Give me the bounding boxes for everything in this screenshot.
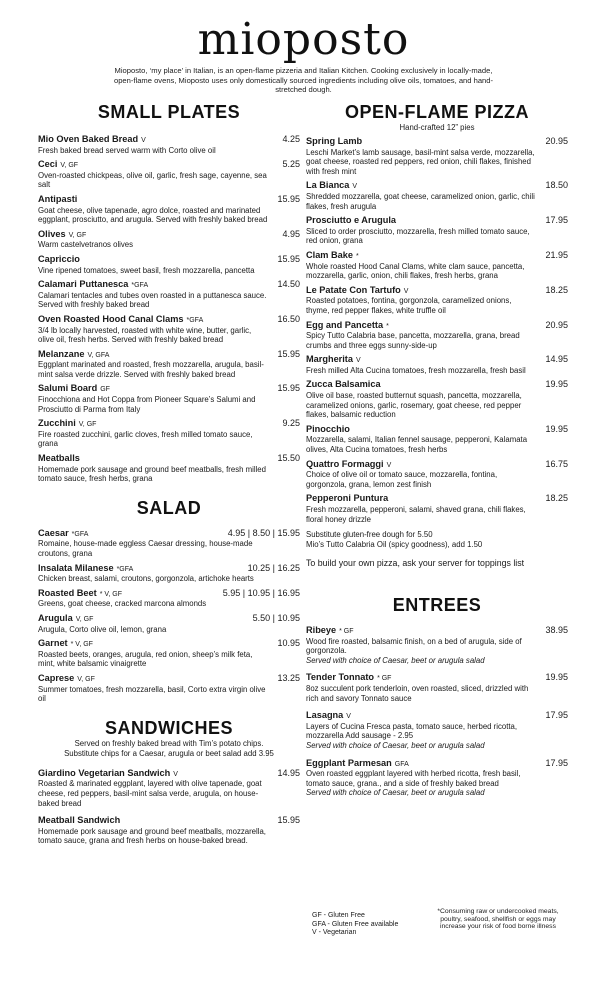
menu-item-serving-note: Served with choice of Caesar, beet or arugula salad bbox=[306, 788, 485, 798]
menu-item bbox=[306, 494, 568, 524]
brand-logo: mioposto bbox=[197, 14, 410, 65]
menu-item-price: 13.25 bbox=[277, 672, 300, 683]
menu-item-title bbox=[38, 195, 80, 206]
menu-item-name: Olives bbox=[38, 228, 66, 239]
menu-item bbox=[306, 425, 568, 455]
menu-item bbox=[306, 286, 568, 316]
menu-item-diet-tag: V bbox=[355, 357, 361, 365]
menu-item-title bbox=[38, 384, 110, 395]
menu-item-title bbox=[38, 769, 178, 780]
menu-item-title bbox=[306, 286, 408, 297]
menu-item-name: Eggplant Parmesan bbox=[306, 757, 392, 768]
menu-item-diet-tag: *GFA bbox=[71, 530, 89, 538]
menu-item-diet-tag: *GFA bbox=[186, 316, 204, 324]
menu-item-title bbox=[38, 255, 83, 266]
menu-item-description: Oven-roasted chickpeas, olive oil, garlic, fresh sage, cayenne, sea salt bbox=[38, 170, 267, 190]
menu-item-title bbox=[38, 529, 88, 540]
menu-item-header bbox=[306, 286, 568, 297]
pizza-subtitle: Hand-crafted 12” pies bbox=[399, 123, 475, 132]
menu-item-price: 10.25 | 16.25 bbox=[247, 562, 300, 573]
menu-item-diet-tag: V, GF bbox=[60, 162, 79, 170]
menu-item-diet-tag: V bbox=[386, 461, 392, 469]
menu-item-price: 16.75 bbox=[545, 458, 568, 469]
menu-item-diet-tag: V bbox=[352, 183, 358, 191]
menu-item-name: Meatball Sandwich bbox=[38, 815, 121, 826]
menu-item-header bbox=[38, 230, 300, 241]
menu-item-description: Chicken breast, salami, croutons, gorgonzola, artichoke hearts bbox=[38, 574, 254, 584]
menu-item-price: 4.25 bbox=[282, 134, 300, 144]
menu-item-price: 17.95 bbox=[545, 757, 568, 768]
small-plates-title: SMALL PLATES bbox=[97, 102, 241, 122]
menu-item-header bbox=[306, 673, 568, 684]
menu-item bbox=[38, 529, 300, 559]
menu-item-description: Oven roasted eggplant layered with herbed ricotta, fresh basil, tomato sauce, grana., and a side of freshly baked bread bbox=[306, 769, 521, 788]
menu-item-name: Ribeye bbox=[306, 624, 337, 635]
menu-item-price: 15.95 bbox=[277, 253, 300, 264]
menu-item bbox=[306, 216, 568, 246]
menu-item-price: 19.95 bbox=[545, 379, 568, 390]
menu-item-description: Goat cheese, olive tapenade, agro dolce, roasted and marinated eggplant, prosciutto, and arugula. Served with freshly baked bread bbox=[38, 205, 268, 225]
menu-item-header bbox=[38, 454, 300, 465]
menu-item-name: Prosciutto e Arugula bbox=[306, 215, 397, 226]
menu-item-header bbox=[306, 181, 568, 192]
menu-item-header bbox=[38, 384, 300, 395]
menu-item-name: Zucchini bbox=[38, 418, 76, 429]
menu-item-description: Romaine, house-made eggless Caesar dressing, house-made croutons, grana bbox=[38, 539, 253, 558]
menu-item bbox=[306, 355, 568, 375]
menu-item-price: 14.95 bbox=[545, 354, 568, 365]
menu-item-title bbox=[306, 626, 354, 637]
menu-item-name: Insalata Milanese bbox=[38, 562, 114, 573]
menu-item-description: Homemade pork sausage and ground beef meatballs, fresh milled tomato sauce, fresh herbs, grana bbox=[38, 464, 266, 484]
menu-item-title bbox=[306, 759, 409, 770]
pizza-build-own: To build your own pizza, ask your server for toppings list bbox=[306, 558, 525, 569]
menu-item-title bbox=[38, 454, 83, 465]
menu-item bbox=[306, 626, 568, 665]
menu-item-header bbox=[38, 350, 300, 361]
menu-item-header bbox=[306, 321, 568, 332]
menu-item-description: Fresh milled Alta Cucina tomatoes, fresh mozzarella, fresh basil bbox=[306, 365, 526, 375]
menu-item bbox=[306, 460, 568, 490]
menu-item-header bbox=[306, 759, 568, 770]
menu-item-header bbox=[306, 425, 568, 436]
menu-item-diet-tag: V, GF bbox=[77, 675, 95, 683]
menu-item-description: Leschi Market’s lamb sausage, basil-mint salsa verde, mozzarella, goat cheese, roasted red peppers, red onion, chili flakes, finished with fresh mint bbox=[306, 147, 535, 176]
menu-item-price: 17.95 bbox=[545, 215, 568, 226]
menu-item-price: 18.50 bbox=[545, 180, 568, 191]
menu-item-name: Antipasti bbox=[38, 193, 78, 204]
pizza-title: OPEN-FLAME PIZZA bbox=[345, 102, 529, 122]
salad-title: SALAD bbox=[136, 497, 202, 518]
menu-item bbox=[306, 321, 568, 351]
menu-item-price: 15.50 bbox=[277, 453, 300, 464]
menu-item-diet-tag: * GF bbox=[339, 627, 354, 635]
menu-item-price: 4.95 | 8.50 | 15.95 bbox=[227, 527, 300, 538]
menu-item-title bbox=[38, 135, 146, 146]
menu-item-description: Summer tomatoes, fresh mozzarella, basil, Corto extra virgin olive oil bbox=[38, 684, 266, 704]
menu-item-price: 20.95 bbox=[545, 319, 568, 330]
menu-item-description: Homemade pork sausage and ground beef meatballs, mozzarella, tomato sauce, grana and fresh herbs on house-baked bread. bbox=[38, 826, 266, 846]
menu-item bbox=[38, 315, 300, 345]
menu-item bbox=[38, 384, 300, 414]
menu-item bbox=[306, 137, 568, 176]
menu-item-description: Calamari tentacles and tubes oven roasted in a puttanesca sauce. Served with freshly baked bread bbox=[38, 290, 267, 310]
menu-item bbox=[38, 160, 300, 190]
small-plates-list bbox=[38, 135, 300, 484]
menu-item-title bbox=[38, 589, 122, 600]
diet-legend bbox=[312, 912, 398, 938]
menu-item-description: Sliced to order prosciutto, mozzarella, fresh milled tomato sauce, red onion, grana bbox=[306, 226, 530, 246]
menu-item bbox=[38, 674, 300, 704]
menu-item-title bbox=[38, 160, 78, 171]
entrees-title: ENTREES bbox=[392, 594, 482, 615]
menu-item-price: 5.95 | 10.95 | 16.95 bbox=[222, 587, 300, 598]
menu-item-diet-tag: * V, GF bbox=[70, 641, 93, 649]
menu-item-price: 5.50 | 10.95 bbox=[252, 612, 300, 623]
menu-item-name: Spring Lamb bbox=[306, 136, 363, 146]
menu-item-diet-tag: V bbox=[173, 770, 178, 778]
menu-item-name: Garnet bbox=[38, 638, 68, 649]
menu-item-title bbox=[38, 315, 203, 326]
menu-item-description: Eggplant marinated and roasted, fresh mozzarella, arugula, basil-mint salsa verde drizzle. Served with freshly baked bread bbox=[38, 360, 264, 379]
menu-item-header bbox=[306, 355, 568, 366]
menu-item-title bbox=[306, 355, 361, 366]
menu-item-header bbox=[38, 280, 300, 291]
menu-item-diet-tag: V, GF bbox=[68, 231, 87, 239]
menu-item-title bbox=[306, 711, 351, 722]
menu-item-description: Fresh mozzarella, pepperoni, salami, shaved grana, chili flakes, floral honey drizzle bbox=[306, 505, 526, 524]
menu-item-diet-tag: * bbox=[355, 252, 359, 260]
legend-gfa: GFA - Gluten Free available bbox=[312, 920, 399, 928]
menu-item-name: Tender Tonnato bbox=[306, 672, 375, 683]
menu-item-diet-tag: GFA bbox=[394, 760, 409, 768]
menu-item-description: Warm castelvetranos olives bbox=[38, 240, 134, 250]
menu-item-name: La Bianca bbox=[306, 180, 350, 191]
menu-item-title bbox=[306, 425, 353, 436]
sandwiches-subtitle-1: Served on freshly baked bread with Tim’s potato chips. bbox=[74, 738, 264, 748]
menu-item-name: Caprese bbox=[38, 672, 75, 683]
menu-item-description: Mozzarella, salami, Italian fennel sausage, pepperoni, Kalamata olives, Alta Cucina tomatoes, fresh herbs bbox=[306, 435, 528, 455]
menu-item-header bbox=[38, 255, 300, 266]
menu-item-title bbox=[306, 380, 384, 391]
menu-item-title bbox=[306, 494, 391, 505]
menu-item-price: 20.95 bbox=[545, 136, 568, 146]
menu-item bbox=[306, 251, 568, 281]
menu-item-description: Greens, goat cheese, cracked marcona almonds bbox=[38, 599, 207, 609]
menu-item-price: 4.95 bbox=[282, 228, 300, 239]
menu-item-price: 5.25 bbox=[282, 159, 300, 170]
menu-item-name: Melanzane bbox=[38, 348, 85, 359]
menu-item bbox=[38, 769, 300, 808]
menu-item-title bbox=[38, 350, 109, 361]
menu-item-header bbox=[306, 460, 568, 471]
menu-item-name: Roasted Beet bbox=[38, 587, 97, 598]
menu-item-price: 15.95 bbox=[277, 193, 300, 204]
menu-item-title bbox=[38, 816, 123, 827]
menu-item-diet-tag: * bbox=[386, 322, 389, 330]
menu-item-diet-tag: V bbox=[346, 713, 351, 721]
menu-item-name: Zucca Balsamica bbox=[306, 379, 381, 390]
menu-item-header bbox=[38, 315, 300, 326]
menu-item-description: Roasted potatoes, fontina, gorgonzola, caramelized onions, thyme, red pepper flakes, white truffle oil bbox=[306, 296, 512, 315]
menu-item-description: Layers of Cucina Fresca pasta, tomato sauce, herbed ricotta, mozzarella Add sausage - 2.95 bbox=[306, 721, 518, 741]
menu-item-description: Roasted beets, oranges, arugula, red onion, sheep’s milk feta, mint, white balsamic vinaigrette bbox=[38, 649, 253, 669]
menu-item bbox=[38, 350, 300, 380]
menu-item-description: Choice of olive oil or tomato sauce, mozzarella, fontina, gorgonzola, grana, lemon zest finish bbox=[306, 470, 498, 489]
menu-item-diet-tag: *GFA bbox=[131, 282, 149, 290]
menu-item-description: Spicy Tutto Calabria base, pancetta, mozzarella, grana, bread crumbs and three eggs sunny-side-up bbox=[306, 331, 520, 350]
menu-item bbox=[38, 639, 300, 669]
menu-item bbox=[38, 135, 300, 155]
pizza-note-gluten-free: Substitute gluten-free dough for 5.50 bbox=[306, 530, 433, 540]
menu-item-diet-tag: V, GF bbox=[78, 421, 97, 429]
menu-item-description: Roasted & marinated eggplant, layered with olive tapenade, goat cheese, red peppers, basil-mint salsa verde, arugula, on house-baked bread bbox=[38, 779, 262, 808]
menu-item-diet-tag: *GFA bbox=[116, 565, 134, 573]
menu-item-price: 10.95 bbox=[277, 638, 300, 649]
menu-item-description: 3/4 lb locally harvested, roasted with white wine, butter, garlic, olive oil, fresh herbs. Served with freshly baked bread bbox=[38, 325, 252, 345]
menu-item-title bbox=[306, 673, 391, 684]
menu-item-name: Pepperoni Puntura bbox=[306, 493, 389, 504]
menu-item-title bbox=[38, 674, 95, 685]
raw-food-disclaimer: *Consuming raw or undercooked meats, poultry, seafood, shellfish or eggs may increase your risk of food borne illness bbox=[437, 908, 559, 931]
menu-item-name: Clam Bake bbox=[306, 249, 353, 260]
menu-item-diet-tag: * V, GF bbox=[99, 590, 123, 598]
menu-item-header bbox=[38, 529, 300, 540]
menu-item-title bbox=[38, 419, 96, 430]
menu-item-description: Arugula, Corto olive oil, lemon, grana bbox=[38, 624, 167, 634]
menu-item-price: 18.25 bbox=[545, 284, 568, 295]
menu-item bbox=[306, 711, 568, 750]
menu-item-price: 14.50 bbox=[277, 279, 300, 290]
menu-item-header bbox=[306, 216, 568, 227]
menu-item-header bbox=[306, 380, 568, 391]
menu-item-price: 14.95 bbox=[277, 767, 300, 778]
menu-item-header bbox=[38, 564, 300, 575]
menu-item-title bbox=[38, 639, 93, 650]
menu-item-title bbox=[306, 251, 359, 262]
menu-item-diet-tag: * GF bbox=[377, 675, 392, 683]
menu-item-description: Fire roasted zucchini, garlic cloves, fresh milled tomato sauce, grana bbox=[38, 429, 253, 449]
sandwiches-list bbox=[38, 769, 300, 846]
menu-item-name: Arugula bbox=[38, 612, 73, 623]
menu-item-header bbox=[38, 674, 300, 685]
menu-item-name: Ceci bbox=[38, 159, 58, 170]
menu-item bbox=[38, 195, 300, 225]
menu-item-header bbox=[38, 589, 300, 600]
menu-item-name: Le Patate Con Tartufo bbox=[306, 284, 401, 295]
pizza-list bbox=[306, 137, 568, 524]
menu-item-price: 15.95 bbox=[277, 815, 300, 826]
menu-item-header bbox=[306, 626, 568, 637]
menu-item-price: 15.95 bbox=[277, 348, 300, 359]
menu-item-title bbox=[306, 181, 357, 192]
salad-list bbox=[38, 529, 300, 704]
menu-item-header bbox=[306, 251, 568, 262]
menu-item-header bbox=[38, 614, 300, 625]
menu-item-price: 15.95 bbox=[277, 383, 300, 394]
menu-item-description: Olive oil base, roasted butternut squash, pancetta, mozzarella, caramelized onions, garlic, rosemary, goat cheese, red pepper flakes, balsamic reduction bbox=[306, 391, 522, 420]
menu-item-name: Margherita bbox=[306, 354, 353, 365]
menu-item-header bbox=[306, 137, 568, 148]
menu-item-description: Fresh baked bread served warm with Corto olive oil bbox=[38, 145, 216, 155]
menu-item-diet-tag: V bbox=[403, 287, 409, 295]
legend-gf: GF - Gluten Free bbox=[312, 912, 365, 919]
menu-item-price: 17.95 bbox=[545, 710, 568, 721]
sandwiches-subtitle-2: Substitute chips for a Caesar, arugula or beet salad add 3.95 bbox=[64, 748, 274, 758]
menu-item-title bbox=[38, 564, 133, 575]
entrees-list bbox=[306, 626, 568, 798]
menu-item-header bbox=[38, 195, 300, 206]
menu-item-price: 19.95 bbox=[545, 423, 568, 434]
menu-item-description: Whole roasted Hood Canal Clams, white clam sauce, pancetta, mozzarella, garlic, onion, chili flakes, fresh herbs, grana bbox=[306, 261, 525, 281]
menu-item bbox=[306, 380, 568, 419]
menu-item-name: Capriccio bbox=[38, 253, 80, 264]
menu-item-price: 9.25 bbox=[282, 418, 300, 429]
menu-item-description: Wood fire roasted, balsamic finish, on a bed of arugula, side of gorgonzola. bbox=[306, 636, 522, 656]
menu-item bbox=[38, 816, 300, 846]
menu-item-description: 8oz succulent pork tenderloin, oven roasted, sliced, drizzled with rich and savory Tonnato sauce bbox=[306, 683, 529, 703]
menu-item-header bbox=[38, 769, 300, 780]
menu-item bbox=[306, 759, 568, 798]
menu-item-description: Shredded mozzarella, goat cheese, caramelized onion, garlic, chili flakes, fresh arugula bbox=[306, 191, 535, 211]
menu-item bbox=[306, 673, 568, 703]
menu-item-header bbox=[38, 419, 300, 430]
menu-item-title bbox=[38, 280, 148, 291]
right-column bbox=[306, 98, 568, 806]
menu-item-name: Giardino Vegetarian Sandwich bbox=[38, 767, 171, 778]
menu-item bbox=[38, 564, 300, 584]
menu-item bbox=[38, 614, 300, 634]
menu-item-diet-tag: V bbox=[141, 137, 146, 144]
menu-item bbox=[38, 589, 300, 609]
menu-item-header bbox=[38, 816, 300, 827]
menu-item-title bbox=[306, 216, 399, 227]
menu-item bbox=[38, 230, 300, 250]
menu-item bbox=[306, 181, 568, 211]
menu-item-price: 18.25 bbox=[545, 493, 568, 504]
menu-item-price: 21.95 bbox=[545, 249, 568, 260]
menu-item-price: 16.50 bbox=[277, 313, 300, 324]
menu-item-serving-note: Served with choice of Caesar, beet or arugula salad bbox=[306, 655, 485, 665]
menu-item-diet-tag: V, GFA bbox=[87, 351, 110, 359]
menu-item-description: Vine ripened tomatoes, sweet basil, fresh mozzarella, pancetta bbox=[38, 265, 255, 275]
menu-item-name: Calamari Puttanesca bbox=[38, 279, 129, 290]
intro-text: Mioposto, ‘my place’ in Italian, is an open-flame pizzeria and Italian Kitchen. Cooking exclusively in locally-made, open-flame ovens, Mioposto uses only domestically sourced ingredients including olive oils, tomatoes, and hand-stretched dough. bbox=[113, 66, 494, 95]
menu-item-diet-tag: GF bbox=[100, 386, 110, 394]
menu-item bbox=[38, 419, 300, 449]
menu-item-name: Quattro Formaggi bbox=[306, 458, 384, 469]
menu-item-title bbox=[306, 321, 389, 332]
menu-item bbox=[38, 255, 300, 275]
menu-item-header bbox=[306, 711, 568, 722]
left-column bbox=[38, 98, 300, 854]
menu-item-name: Meatballs bbox=[38, 453, 80, 464]
menu-item-header bbox=[38, 639, 300, 650]
menu-item-name: Salumi Board bbox=[38, 383, 98, 394]
menu-item-header bbox=[38, 135, 300, 146]
menu-item-header bbox=[38, 160, 300, 171]
legend-v: V - Vegetarian bbox=[312, 929, 357, 937]
menu-item-name: Pinocchio bbox=[306, 423, 350, 434]
menu-item bbox=[38, 280, 300, 310]
menu-item-price: 38.95 bbox=[545, 624, 568, 635]
menu-item-name: Mio Oven Baked Bread bbox=[38, 134, 139, 144]
menu-item-header bbox=[306, 494, 568, 505]
menu-item-serving-note: Served with choice of Caesar, beet or arugula salad bbox=[306, 740, 485, 750]
menu-item-title bbox=[306, 460, 391, 471]
menu-item-description: Finocchiona and Hot Coppa from Pioneer Square’s Salumi and Prosciutto di Parma from Italy bbox=[38, 395, 256, 414]
pizza-note-calabria-oil: Mio’s Tutto Calabria Oil (spicy goodness), add 1.50 bbox=[306, 539, 483, 549]
menu-item-name: Caesar bbox=[38, 527, 69, 538]
menu-item-title bbox=[38, 230, 86, 241]
menu-item-price: 19.95 bbox=[545, 672, 568, 683]
sandwiches-title: SANDWICHES bbox=[104, 717, 233, 738]
menu-item-name: Lasagna bbox=[306, 710, 344, 721]
menu-item-name: Oven Roasted Hood Canal Clams bbox=[38, 313, 184, 324]
menu-item bbox=[38, 454, 300, 484]
menu-item-name: Egg and Pancetta bbox=[306, 319, 384, 330]
menu-item-title bbox=[306, 137, 365, 148]
menu-item-title bbox=[38, 614, 93, 625]
menu-item-diet-tag: V, GF bbox=[75, 615, 94, 623]
